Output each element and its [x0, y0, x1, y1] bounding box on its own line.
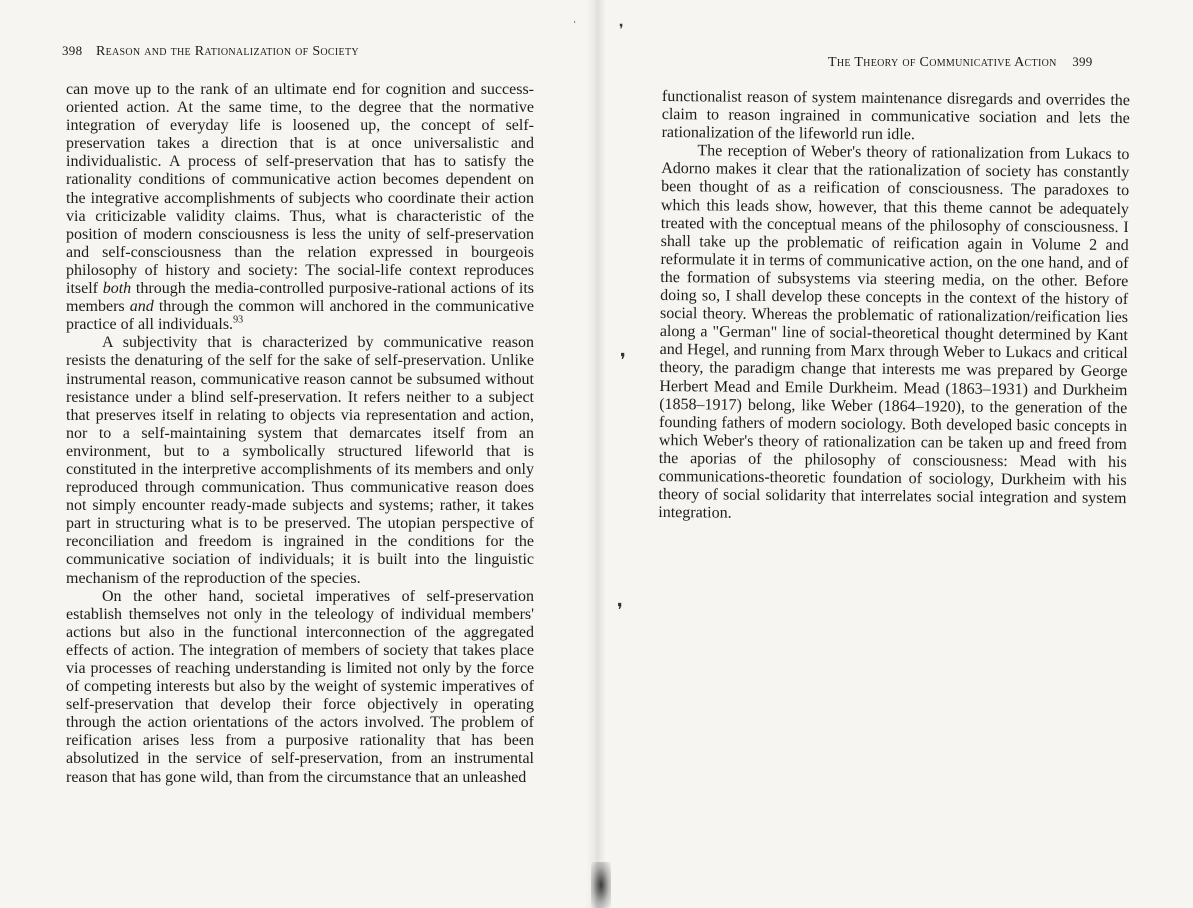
paragraph — [658, 142, 1129, 526]
text-segment: and — [129, 298, 154, 316]
text-segment: through the media-controlled purposive-rational actions of its members — [66, 280, 534, 316]
scan-speck: ❜ — [620, 350, 626, 370]
scan-speck: ❜ — [619, 23, 624, 38]
text-segment: both — [102, 280, 132, 298]
left-page-number: 398 — [62, 43, 83, 58]
right-running-head: The Theory of Communicative Action — [828, 55, 1057, 70]
left-body-text — [66, 81, 534, 787]
scan-speck: ❜ — [617, 600, 623, 620]
left-running-head: Reason and the Rationalization of Society — [95, 44, 359, 59]
paragraph — [66, 588, 534, 787]
footnote-marker: 93 — [233, 314, 244, 326]
right-page-number: 399 — [1072, 54, 1093, 69]
right-page — [598, 0, 1193, 908]
paragraph — [66, 334, 534, 587]
text-segment: functionalist reason of system maintenance disregards and overrides the claim to reason ingrained in communicative sociation and lets the rationalization of the lifeworld run idle. — [661, 88, 1130, 144]
text-segment: On the other hand, societal imperatives of self-preservation establish themselves not only in the teleology of individual members' actions but also in the functional interconnection of the aggregated effects of action. The integration of members of society that takes place via processes of reaching understanding is limited not only by the force of competing interests but also by the weight of systemic imperatives of self-preservation that develop their force objectively in operating through the action orientations of the actors involved. The problem of reification arises less from a purposive rationality that has been absolutized in the service of self-preservation, from an instrumental reason that has gone wild, than from the circumstance that an unleashed — [66, 587, 534, 786]
text-segment: through the common will anchored in the communicative practice of all individuals. — [66, 298, 534, 334]
left-page — [0, 0, 590, 908]
paragraph — [66, 81, 534, 334]
right-body-text — [658, 88, 1130, 526]
text-segment: can move up to the rank of an ultimate end for cognition and success-oriented action. At the same time, to the degree that the normative integration of everyday life is loosened up, the concept of self-preservation takes a direction that is at once universalistic and individualistic. A process of self-preservation that has to satisfy the rationality conditions of communicative action becomes dependent on the integrative accomplishments of subjects who coordinate their action via criticizable validity claims. Thus, what is characteristic of the position of modern consciousness is less the unity of self-preservation and self-consciousness than the relation expressed in bourgeois philosophy of history and society: The social-life context reproduces itself — [66, 81, 534, 298]
right-running-header — [828, 54, 1093, 71]
left-running-header — [62, 43, 359, 60]
scan-speck: ᐧ — [573, 17, 576, 29]
text-segment: A subjectivity that is characterized by communicative reason resists the denaturing of the self for the sake of self-preservation. Unlike instrumental reason, communicative reason cannot be subsumed without resistance under a blind self-preservation. It refers neither to a subject that preserves itself in relating to objects via representation and action, nor to a self-maintaining system that demarcates itself from an environment, but to a symbolically structured lifeworld that is constituted in the interpretive accomplishments of its members and only reproduced through communication. Thus communicative reason does not simply encounter ready-made subjects and systems; rather, it takes part in structuring what is to be preserved. The utopian perspective of reconciliation and freedom is ingrained in the conditions for the communicative sociation of individuals; it is built into the linguistic mechanism of the reproduction of the species. — [66, 334, 534, 587]
paragraph — [662, 88, 1130, 146]
text-segment: The reception of Weber's theory of rationalization from Lukacs to Adorno makes it clear that the rationalization of society has constantly been thought of as a reification of consciousness. The paradoxes to which this leads show, however, that this theme cannot be adequately treated with the conceptual means of the philosophy of consciousness. I shall take up the problematic of reification again in Volume 2 and reformulate it in terms of communicative action, on the one hand, and of the formation of subsystems via steering media, on the other. Before doing so, I shall develop these concepts in the context of the history of social theory. Whereas the problematic of rationalization/reification lies along a "German" line of social-theoretical thought determined by Kant and Hegel, and running from Marx through Weber to Lukacs and critical theory, the paradigm change that interests me was prepared by George Herbert Mead and Emile Durkheim. Mead (1863–1931) and Durkheim (1858–1917) belong, like Weber (1864–1920), to the generation of the founding fathers of modern sociology. Both developed basic concepts in which Weber's theory of rationalization can be taken up and freed from the aporias of the philosophy of consciousness: Mead with his communications-theoretic foundation of sociology, Durkheim with his theory of social solidarity that interrelates social integration and system integration. — [658, 142, 1130, 522]
